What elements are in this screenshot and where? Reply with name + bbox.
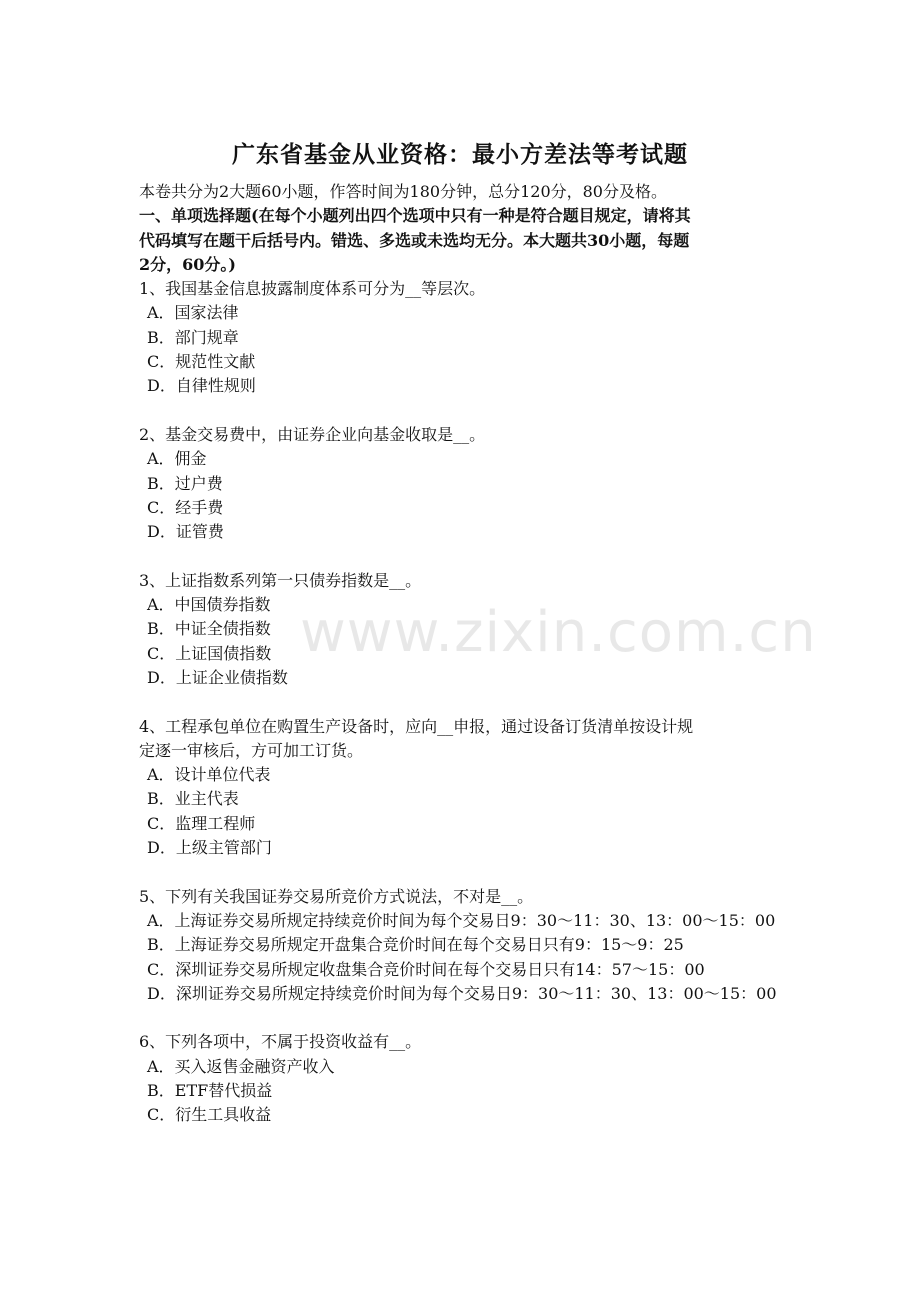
question-option: B．过户费 <box>147 473 223 493</box>
question-stem: 4、工程承包单位在购置生产设备时，应向__申报，通过设备订货清单按设计规 <box>139 716 694 736</box>
question-stem: 6、下列各项中，不属于投资收益有__。 <box>139 1032 422 1052</box>
question-option: C．经手费 <box>147 497 224 517</box>
question-option: A．上海证券交易所规定持续竞价时间为每个交易日9：30～11：30、13：00～15：00 <box>147 910 776 930</box>
question-6 <box>139 1030 784 1127</box>
question-option: B．中证全债指数 <box>147 619 271 639</box>
question-option: A．国家法律 <box>147 303 239 323</box>
question-option: C．上证国债指数 <box>147 643 272 663</box>
question-option: B．ETF替代损益 <box>147 1080 273 1100</box>
section-heading-line: 一、单项选择题(在每个小题列出四个选项中只有一种是符合题目规定，请将其 <box>139 206 691 226</box>
question-option: A．买入返售金融资产收入 <box>147 1056 335 1076</box>
question-2 <box>139 423 784 544</box>
spacer <box>139 690 784 714</box>
question-option: C．规范性文献 <box>147 352 256 372</box>
question-stem: 5、下列有关我国证券交易所竞价方式说法，不对是__。 <box>139 886 534 906</box>
question-option: D．证管费 <box>147 522 224 542</box>
question-option: D．上级主管部门 <box>147 838 272 858</box>
question-4 <box>139 715 784 861</box>
question-option: D．上证企业债指数 <box>147 667 288 687</box>
question-option: C．监理工程师 <box>147 813 256 833</box>
spacer <box>139 860 784 884</box>
spacer <box>139 1006 784 1030</box>
question-option: A．中国债券指数 <box>147 595 271 615</box>
question-option: D．自律性规则 <box>147 376 256 396</box>
question-option: D．深圳证券交易所规定持续竞价时间为每个交易日9：30～11：30、13：00～15：00 <box>147 983 777 1003</box>
question-option: C．衍生工具收益 <box>147 1105 272 1125</box>
question-stem: 2、基金交易费中，由证券企业向基金收取是__。 <box>139 424 486 444</box>
question-option: B．部门规章 <box>147 327 239 347</box>
question-option: A．设计单位代表 <box>147 765 271 785</box>
question-option: C．深圳证券交易所规定收盘集合竞价时间在每个交易日只有14：57～15：00 <box>147 959 705 979</box>
question-5 <box>139 885 784 1006</box>
question-option: B．业主代表 <box>147 789 239 809</box>
question-stem: 定逐一审核后，方可加工订货。 <box>139 740 364 760</box>
site-watermark: www.zixin.com.cn <box>300 600 817 665</box>
spacer <box>139 399 784 423</box>
exam-intro: 本卷共分为2大题60小题，作答时间为180分钟，总分120分，80分及格。 <box>139 182 667 201</box>
section-heading-line: 代码填写在题干后括号内。错选、多选或未选均无分。本大题共30小题，每题 <box>139 230 690 250</box>
question-1 <box>139 277 784 398</box>
question-stem: 1、我国基金信息披露制度体系可分为__等层次。 <box>139 279 486 299</box>
document-title: 广东省基金从业资格：最小方差法等考试题 <box>232 141 688 168</box>
section-heading-line: 2分，60分。) <box>139 254 236 274</box>
question-option: A．佣金 <box>147 449 207 469</box>
question-stem: 3、上证指数系列第一只债券指数是__。 <box>139 570 422 590</box>
spacer <box>139 544 784 568</box>
question-option: B．上海证券交易所规定开盘集合竞价时间在每个交易日只有9：15～9：25 <box>147 935 684 955</box>
